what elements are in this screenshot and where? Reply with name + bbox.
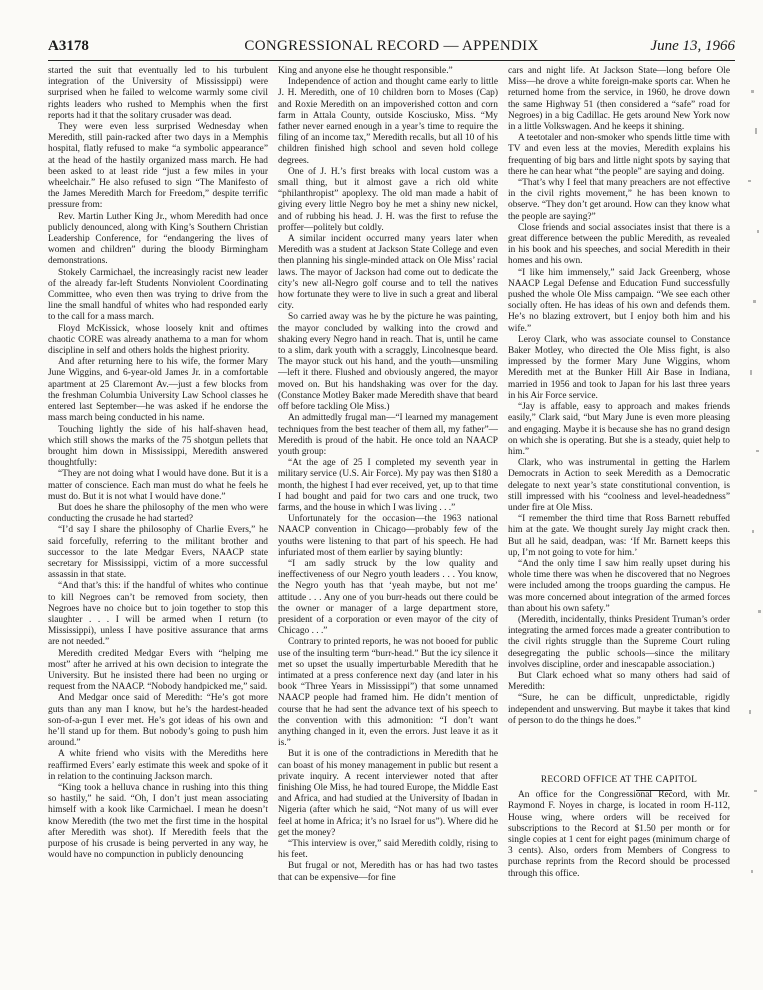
- paragraph: “This interview is over,” said Meredith coldly, rising to his feet.: [278, 839, 498, 861]
- paragraph: But does he share the philosophy of the men who were conducting the crusade he had started?: [48, 502, 268, 525]
- section-title: RECORD OFFICE AT THE CAPITOL: [540, 774, 698, 785]
- paragraph: And Medgar once said of Meredith: “He’s got more guts than any man I know, but he’s the hardest-headed son-of-a-gun I ever met. He’s got ideas of his own and he’ll stand up for them. But nobody’s going to push him around.”: [48, 693, 268, 749]
- paragraph: “That’s why I feel that many preachers are not effective in the civil rights movement,” he has been known to observe. “They don’t get around. How can they know what the people are saying?”: [508, 178, 730, 222]
- paragraph: One of J. H.’s first breaks with local custom was a small thing, but it almost gave a rich old white “philanthropist” apoplexy. The old man made a habit of giving every little Negro boy he met a shiny new nickel, and of rubbing his head. J. H. was the first to refuse the proffer—politely but coldly.: [278, 166, 498, 233]
- column-3: [508, 66, 730, 966]
- paragraph: They were even less surprised Wednesday when Meredith, still pain-racked after two days in a Memphis hospital, flatly refused to make “a symbolic appearance” at the head of the hastily organized mass march. He had been asked to at least ride “just a few miles in your wheelchair.” He also refused to sign “The Manifesto of the James Meredith March for Freedom,” despite terrific pressure from:: [48, 122, 268, 211]
- paragraph: A teetotaler and non-smoker who spends little time with TV and even less at the movies, Meredith explains his frequenting of big bars and little night spots by saying that there he can hear what “the people” are saying and doing.: [508, 133, 730, 177]
- paragraph: Stokely Carmichael, the increasingly racist new leader of the already far-left Students Nonviolent Coordinating Committee, who even then was trying to drive from the line the small handful of whites who had responded early to the call for a mass march.: [48, 267, 268, 323]
- journal-title: CONGRESSIONAL RECORD — APPENDIX: [244, 38, 539, 54]
- section-divider: [636, 790, 672, 791]
- paragraph: But it is one of the contradictions in Meredith that he can boast of his money management in public but resent a private inquiry. A recent interviewer noted that after finishing Ole Miss, he had toured Europe, the Middle East and Africa, and had studied at the University of Ibadan in Nigeria (after which he said, “Not many of us will ever feel at home in Africa; it’s no Israel for us”). Where did he get the money?: [278, 749, 498, 838]
- paragraph: And after returning here to his wife, the former Mary June Wiggins, and 6-year-old James Jr. in a comfortable apartment at 25 Claremont Av.—just a few blocks from the freshman Columbia University Law School classes he entered last September—he was asked if he endorse the mass march being conducted in his name.: [48, 357, 268, 424]
- section-paragraph: An office for the Congressional Record, with Mr. Raymond F. Noyes in charge, is located in room H-112, House wing, where orders will be received for subscriptions to the Record at $1.50 per month or for single copies at 1 cent for eight pages (minimum charge of 3 cents). Also, orders from Members of Congress to purchase reprints from the Record should be processed through this office.: [508, 790, 730, 879]
- paragraph: Rev. Martin Luther King Jr., whom Meredith had once publicly denounced, along with King’s Southern Christian Leadership Conference, for “endangering the lives of women and children” during the bloody Birmingham demonstrations.: [48, 211, 268, 267]
- paragraph: King and anyone else he thought responsible.”: [278, 66, 453, 76]
- paragraph: An admittedly frugal man—“I learned my management techniques from the best teacher of them all, my father”—Meredith is proud of the habit. He once told an NAACP youth group:: [278, 413, 498, 457]
- paragraph: Independence of action and thought came early to little J. H. Meredith, one of 10 children born to Moses (Cap) and Roxie Meredith on an impoverished cotton and corn farm in Attala County, outside Kosciusko, Miss. “My father never earned enough in a year’s time to require the filing of an income tax,” Meredith recalls, but all 10 of his children finished high school and seven hold college degrees.: [278, 77, 498, 166]
- paragraph: So carried away was he by the picture he was painting, the mayor concluded by walking into the crowd and shaking every Negro hand in reach. That is, until he came to a slim, dark youth with a scraggly, Lincolnesque beard. The mayor stuck out his hand, and the youth—unsmiling—left it there. Flushed and obviously angered, the mayor moved on. But his handshaking was over for the day. (Constance Motley Baker made Meredith shave that beard off before tackling Ole Miss.): [278, 312, 498, 413]
- paragraph: “And that’s this: if the handful of whites who continue to kill Negroes can’t be removed from society, then Negroes have no choice but to join together to stop this slaughter . . . I will be armed when I return (to Mississippi), unless I have positive assurance that arms are not needed.”: [48, 581, 268, 648]
- paragraph: A similar incident occurred many years later when Meredith was a student at Jackson State College and even then planning his single-minded attack on Ole Miss’ racial laws. The mayor of Jackson had come out to dedicate the city’s new all-Negro golf course and to tell the natives how fortunate they were to live in such a great and liberal city.: [278, 234, 498, 312]
- paragraph: Close friends and social associates insist that there is a great difference between the public Meredith, as revealed in his book and his speeches, and social Meredith in their homes and his own.: [508, 222, 730, 267]
- header-rule: [48, 60, 735, 61]
- paragraph: Unfortunately for the occasion—the 1963 national NAACP convention in Chicago—probably few of the youths were listening to that part of his speech. He had infuriated most of them earlier by saying bluntly:: [278, 514, 498, 558]
- paragraph: (Meredith, incidentally, thinks President Truman’s order integrating the armed forces made a greater contribution to the civil rights struggle than the Supreme Court ruling desegregating the public schools—since the military involves discipline, order and inescapable association.): [508, 614, 730, 670]
- paragraph: “Sure, he can be difficult, unpredictable, rigidly independent and unswerving. But maybe it takes that kind of person to do the things he does.”: [508, 693, 730, 726]
- paragraph: “I remember the third time that Ross Barnett rebuffed him at the gate. We thought surely Jay might crack then. But all he said, deadpan, was: ‘If Mr. Barnett keeps this up, I’m not going to vote for him.’: [508, 514, 730, 558]
- paragraph: Clark, who was instrumental in getting the Harlem Democrats in Action to seek Meredith as a Democratic delegate to next year’s state constitutional convention, is still impressed with his “coolness and level-headedness” under fire at Ole Miss.: [508, 458, 730, 513]
- paragraph: Floyd McKissick, whose loosely knit and oftimes chaotic CORE was already anathema to a man for whom discipline in self and others holds the highest priority.: [48, 323, 268, 357]
- paragraph: Touching lightly the side of his half-shaven head, which still shows the marks of the 75 shotgun pellets that brought him down in Mississippi, Meredith answered thoughtfully:: [48, 424, 268, 469]
- paragraph: “I am sadly struck by the low quality and ineffectiveness of our Negro youth leaders . . . You know, the Negro youth has that ‘yeah maybe, but not me’ attitude . . . Any one of you burr-heads out there could be the owner or manager of a large department store, president of a corporation or even mayor of the city of Chicago . . .”: [278, 558, 498, 637]
- paragraph: cars and night life. At Jackson State—long before Ole Miss—he drove a white foreign-make sports car. When he returned home from the service, in 1960, he drove down the same Highway 51 (then considered a “safe” road for Negroes) in a big Cadillac. He gets around New York now in a little Volkswagen. And he keeps it shining.: [508, 66, 730, 133]
- paragraph: “I like him immensely,” said Jack Greenberg, whose NAACP Legal Defense and Education Fund successfully pushed the whole Ole Miss campaign. “We see each other socially often. He has ideas of his own and defends them. He’s no blazing extrovert, but I enjoy both him and his wife.”: [508, 267, 730, 334]
- paragraph: “And the only time I saw him really upset during his whole time there was when he discovered that no Negroes were included among the troops guarding the campus. He was more concerned about integration of the armed forces than about his own safety.”: [508, 558, 730, 614]
- column-2: [278, 66, 498, 966]
- paragraph: Contrary to printed reports, he was not booed for public use of the insulting term “burr-head.” But the icy silence it met so upset the usually imperturbable Meredith that he intimated at a press conference next day (and later in his book “Three Years in Mississippi”) that some unnamed NAACP people had framed him. He didn’t mention of course that he had sent the advance text of his speech to the convention with this admonition: “I don’t want anything changed in it, even the errors. Just leave it as it is.”: [278, 637, 498, 749]
- paragraph: A white friend who visits with the Merediths here reaffirmed Evers’ early estimate this week and spoke of it in relation to the continuing Jackson march.: [48, 749, 268, 782]
- page-header: [48, 38, 735, 60]
- scan-edge-marks: [739, 70, 763, 970]
- paragraph: started the suit that eventually led to his turbulent integration of the University of Mississippi) were surprised when he failed to welcome warmly some civil rights leaders who rushed to Memphis when the first reports had it that the solitary crusader was dead.: [48, 66, 268, 121]
- paragraph: “King took a helluva chance in rushing into this thing so hastily,” he said. “Oh, I don’t just mean associating himself with a kook like Carmichael. I mean he doesn’t know Meredith (the two met the first time in the hospital after Meredith was shot). If Meredith feels that the purpose of his crusade is being perverted in any way, he would have no compunction in publicly denouncing: [48, 783, 268, 861]
- paragraph: But frugal or not, Meredith has or has had two tastes that can be expensive—for fine: [278, 861, 498, 883]
- paragraph: “I’d say I share the philosophy of Charlie Evers,” he said forcefully, referring to the militant brother and successor to the late Medgar Evers, NAACP state secretary for Mississippi, victim of a more successful assassin in that state.: [48, 525, 268, 581]
- column-1: [48, 66, 268, 966]
- paragraph: “Jay is affable, easy to approach and makes friends easily,” Clark said, “but Mary June is even more pleasing and engaging. Maybe it is because she has no grand design on which she is operating. But she is a steady, quiet help to him.”: [508, 402, 730, 457]
- paragraph: Leroy Clark, who was associate counsel to Constance Baker Motley, who directed the Ole Miss fight, is also impressed by the former Mary June Wiggins, whom Meredith met at the Bunker Hill Air Base in Indiana, married in 1956 and took to Japan for his last three years in his Air Force service.: [508, 334, 730, 401]
- paragraph: “At the age of 25 I completed my seventh year in military service (U.S. Air Force). My pay was then $180 a month, the highest I had ever received, yet, up to that time I had bought and paid for two cars and one truck, two farms, and the house in which I was living . . .”: [278, 458, 498, 513]
- paragraph: But Clark echoed what so many others had said of Meredith:: [508, 670, 730, 693]
- issue-date: June 13, 1966: [650, 38, 735, 54]
- paragraph: Meredith credited Medgar Evers with “helping me most” after he arrived at his own decision to integrate the University. But he insisted there had been no urging or request from the NAACP. “Nobody handpicked me,” said.: [48, 648, 268, 693]
- page-number: A3178: [48, 38, 89, 54]
- paragraph: “They are not doing what I would have done. But it is a matter of conscience. Each man must do what he feels he must do. But it is not what I would have done.”: [48, 469, 268, 502]
